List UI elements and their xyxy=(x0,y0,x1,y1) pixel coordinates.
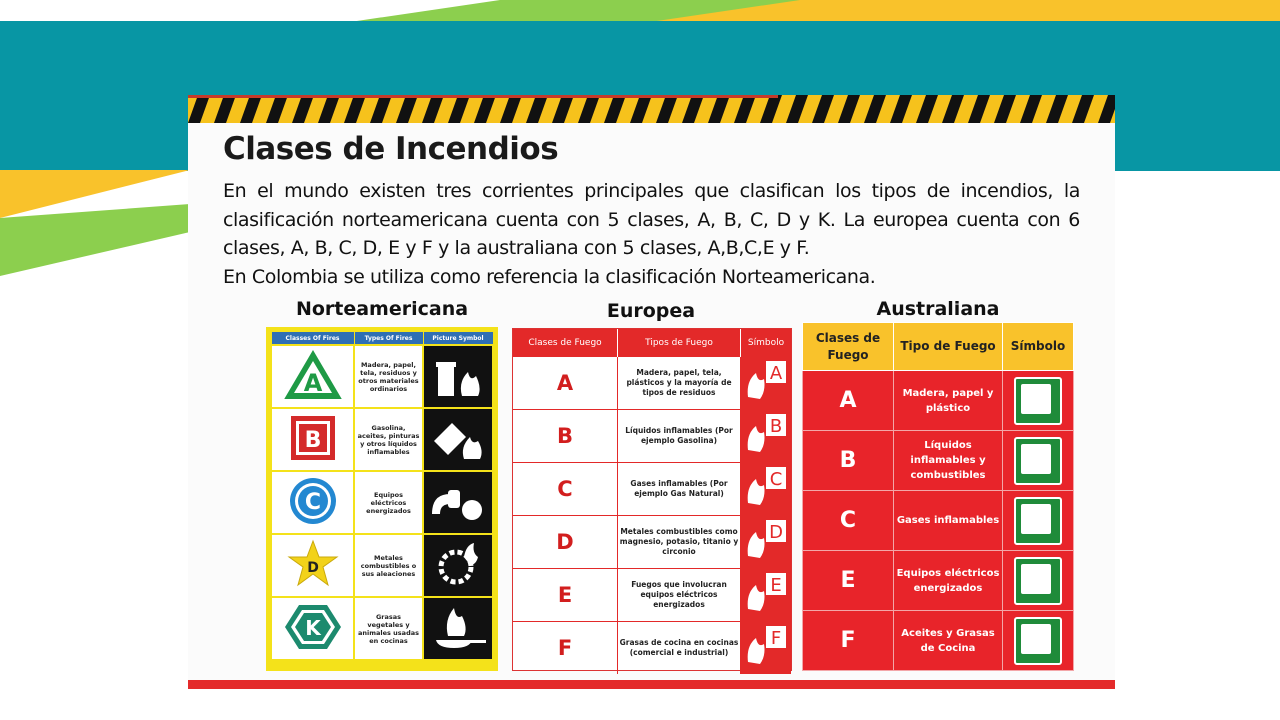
au-row xyxy=(803,371,1074,431)
au-header-symbol: Símbolo xyxy=(1003,323,1074,371)
au-row xyxy=(803,611,1074,671)
au-class-desc: Aceites y Grasas de Cocina xyxy=(894,611,1003,671)
eu-symbol-a-icon xyxy=(741,357,792,410)
au-class-letter: E xyxy=(803,551,894,611)
na-class-c-icon xyxy=(271,471,354,534)
au-row xyxy=(803,491,1074,551)
eu-symbol-b-icon xyxy=(741,410,792,463)
left-decor-stripes xyxy=(0,170,200,280)
eu-symbol-letter: B xyxy=(769,416,783,437)
au-header-row xyxy=(803,323,1074,371)
slide-title: Clases de Incendios xyxy=(223,131,559,167)
au-header-types: Tipo de Fuego xyxy=(894,323,1003,371)
au-symbol-a-icon xyxy=(1003,371,1074,431)
wood-trash-fire-icon xyxy=(423,345,493,408)
australian-title: Australiana xyxy=(876,298,1000,320)
na-header-row xyxy=(271,332,493,346)
au-row xyxy=(803,551,1074,611)
european-title: Europea xyxy=(606,300,696,322)
eu-row xyxy=(513,357,791,410)
au-class-letter: F xyxy=(803,611,894,671)
eu-header-classes: Clases de Fuego xyxy=(513,329,618,357)
slide-bottom-bar xyxy=(188,680,1115,689)
eu-header-types: Tipos de Fuego xyxy=(618,329,741,357)
eu-header-row xyxy=(513,329,791,357)
eu-row xyxy=(513,569,791,622)
eu-class-letter: F xyxy=(513,622,618,675)
eu-symbol-letter: E xyxy=(770,575,782,596)
colombia-text-line: En Colombia se utiliza como referencia la clasificación Norteamericana. xyxy=(223,265,876,288)
au-class-letter: C xyxy=(803,491,894,551)
eu-class-letter: D xyxy=(513,516,618,569)
na-class-d-icon xyxy=(271,534,354,597)
na-header-types: Types Of Fires xyxy=(354,332,423,346)
na-class-b-icon xyxy=(271,408,354,471)
eu-class-desc: Madera, papel, tela, plásticos y la mayoría de tipos de residuos xyxy=(618,357,741,410)
na-class-letter: K xyxy=(304,615,321,640)
eu-class-letter: E xyxy=(513,569,618,622)
eu-row xyxy=(513,622,791,675)
na-class-letter: A xyxy=(303,368,322,397)
na-class-desc: Metales combustibles o sus aleaciones xyxy=(354,534,423,597)
eu-row xyxy=(513,516,791,569)
european-table xyxy=(512,328,792,671)
na-class-letter: C xyxy=(304,489,321,515)
eu-class-letter: A xyxy=(513,357,618,410)
australian-table xyxy=(802,322,1074,670)
na-row xyxy=(271,471,493,534)
intro-paragraph xyxy=(223,177,1080,291)
na-class-desc: Grasas vegetales y animales usadas en cocinas xyxy=(354,597,423,660)
eu-symbol-d-icon xyxy=(741,516,792,569)
na-row xyxy=(271,345,493,408)
au-class-desc: Madera, papel y plástico xyxy=(894,371,1003,431)
na-row xyxy=(271,534,493,597)
north-american-title: Norteamericana xyxy=(295,298,469,320)
na-class-desc: Gasolina, aceites, pinturas y otros líquidos inflamables xyxy=(354,408,423,471)
au-class-desc: Líquidos inflamables y combustibles xyxy=(894,431,1003,491)
eu-row xyxy=(513,463,791,516)
na-class-desc: Equipos eléctricos energizados xyxy=(354,471,423,534)
electric-plug-fire-icon xyxy=(423,471,493,534)
au-class-desc: Gases inflamables xyxy=(894,491,1003,551)
hazard-stripe-banner xyxy=(188,95,1115,123)
na-class-letter: B xyxy=(304,427,321,453)
eu-symbol-c-icon xyxy=(741,463,792,516)
fire-classes-slide xyxy=(188,95,1115,689)
au-class-letter: A xyxy=(803,371,894,431)
na-class-k-icon xyxy=(271,597,354,660)
na-header-classes: Classes Of Fires xyxy=(271,332,354,346)
eu-symbol-e-icon xyxy=(741,569,792,622)
na-class-letter: D xyxy=(306,559,319,576)
intro-text-line: En el mundo existen tres corrientes principales que clasifican los tipos de incendios, la clasificación norteamericana cuenta con 5 clases, A, B, C, D y K. La europea cuenta con 6 clases, A, B, C, D, E y F y la australiana con 5 clases, A,B,C,E y F. xyxy=(223,180,1080,259)
top-decor-stripes xyxy=(0,0,1280,22)
eu-class-desc: Metales combustibles como magnesio, potasio, titanio y circonio xyxy=(618,516,741,569)
eu-class-desc: Grasas de cocina en cocinas (comercial e industrial) xyxy=(618,622,741,675)
eu-symbol-letter: C xyxy=(769,469,783,490)
eu-row xyxy=(513,410,791,463)
eu-header-symbol: Símbolo xyxy=(741,329,792,357)
metal-gear-fire-icon xyxy=(423,534,493,597)
au-header-classes: Clases de Fuego xyxy=(803,323,894,371)
eu-class-desc: Gases inflamables (Por ejemplo Gas Natural) xyxy=(618,463,741,516)
eu-symbol-f-icon xyxy=(741,622,792,675)
eu-symbol-letter: D xyxy=(769,522,783,543)
eu-class-desc: Líquidos inflamables (Por ejemplo Gasolina) xyxy=(618,410,741,463)
eu-symbol-letter: F xyxy=(770,628,782,649)
au-row xyxy=(803,431,1074,491)
na-row xyxy=(271,408,493,471)
na-header-symbol: Picture Symbol xyxy=(423,332,493,346)
eu-class-letter: B xyxy=(513,410,618,463)
au-symbol-b-icon xyxy=(1003,431,1074,491)
na-class-a-icon xyxy=(271,345,354,408)
na-row xyxy=(271,597,493,660)
au-symbol-f-icon xyxy=(1003,611,1074,671)
eu-class-desc: Fuegos que involucran equipos eléctricos energizados xyxy=(618,569,741,622)
cooking-pan-fire-icon xyxy=(423,597,493,660)
au-symbol-e-icon xyxy=(1003,551,1074,611)
na-class-desc: Madera, papel, tela, residuos y otros materiales ordinarios xyxy=(354,345,423,408)
eu-class-letter: C xyxy=(513,463,618,516)
liquid-fire-icon xyxy=(423,408,493,471)
au-class-letter: B xyxy=(803,431,894,491)
north-american-table xyxy=(266,327,498,671)
au-symbol-c-icon xyxy=(1003,491,1074,551)
au-class-desc: Equipos eléctricos energizados xyxy=(894,551,1003,611)
eu-symbol-letter: A xyxy=(769,363,783,384)
